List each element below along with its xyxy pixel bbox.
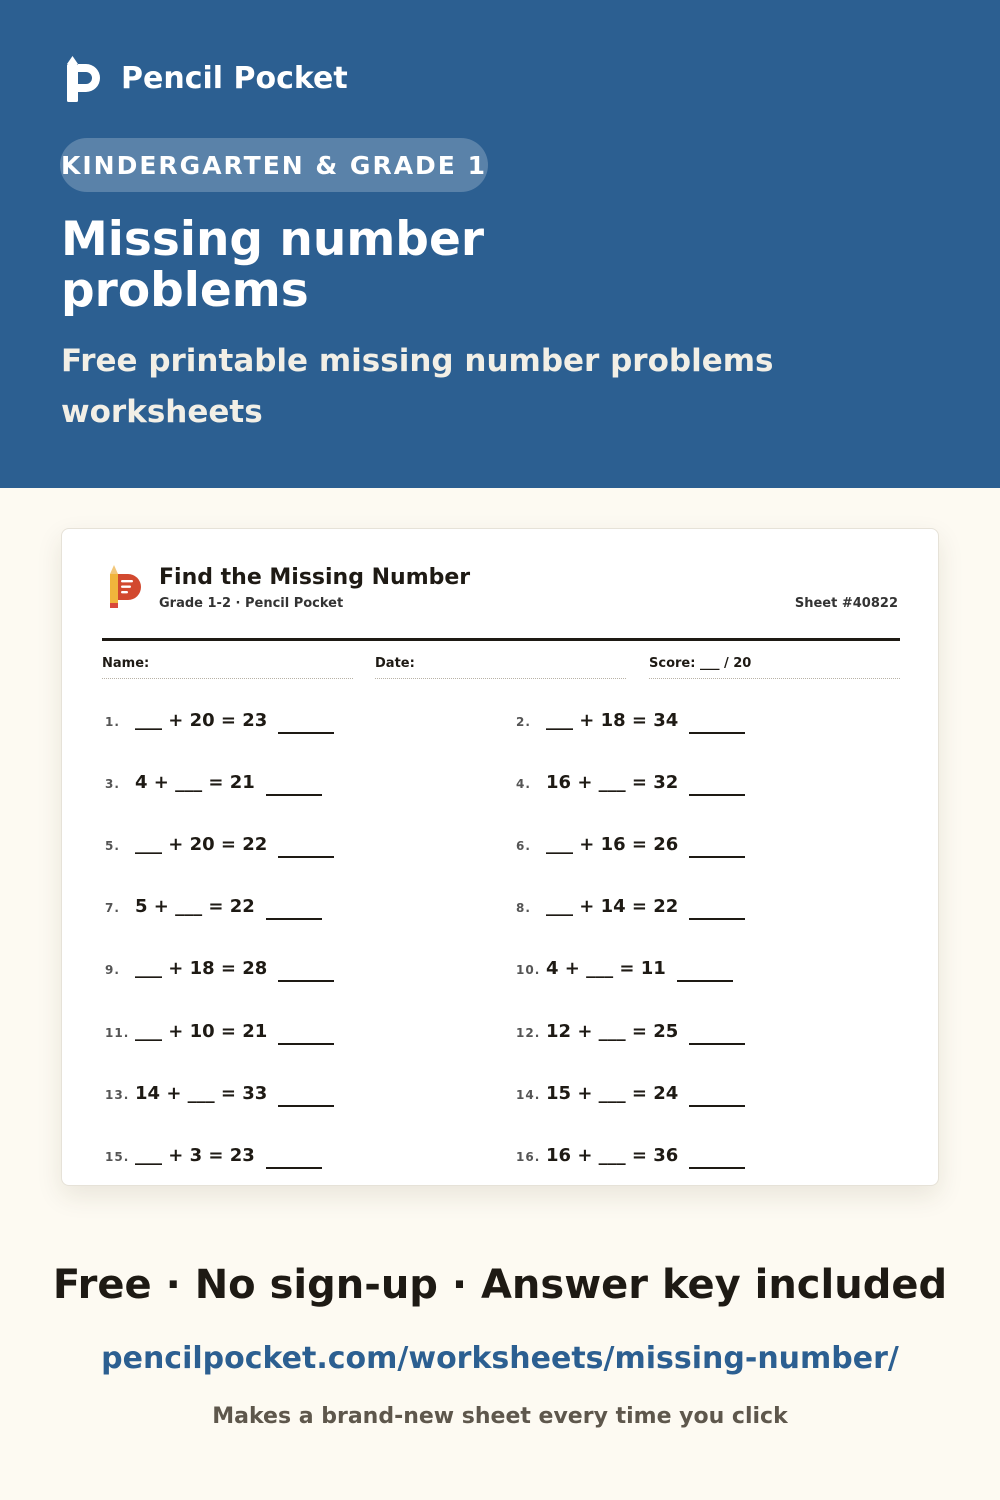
problem-item <box>516 958 733 979</box>
problem-equation: 4 + ___ = 11 <box>546 958 666 979</box>
page-title: Missing number problems <box>61 212 484 318</box>
problem-equation: ___ + 18 = 34 <box>546 710 679 731</box>
worksheet-link[interactable]: pencilpocket.com/worksheets/missing-number/ <box>101 1341 899 1376</box>
problem-number: 13. <box>105 1088 130 1102</box>
answer-line <box>278 856 334 858</box>
answer-line <box>689 918 745 920</box>
problem-number: 4. <box>516 777 531 791</box>
answer-line <box>689 1167 745 1169</box>
problem-equation: 4 + ___ = 21 <box>135 772 255 793</box>
answer-line <box>689 732 745 734</box>
problem-equation: 15 + ___ = 24 <box>546 1083 679 1104</box>
answer-line <box>278 732 334 734</box>
answer-line <box>266 918 322 920</box>
answer-line <box>278 1105 334 1107</box>
date-field: Date: <box>375 656 626 679</box>
page-subtitle: Free printable missing number problems worksheets <box>61 343 774 430</box>
problem-item <box>105 958 334 979</box>
worksheet-title: Find the Missing Number <box>159 565 471 590</box>
problem-number: 14. <box>516 1088 541 1102</box>
problem-item <box>105 772 322 793</box>
problem-number: 2. <box>516 715 531 729</box>
problem-equation: 12 + ___ = 25 <box>546 1021 679 1042</box>
problem-item <box>516 834 745 855</box>
answer-line <box>689 1105 745 1107</box>
problem-item <box>516 896 745 917</box>
problem-equation: ___ + 16 = 26 <box>546 834 679 855</box>
problem-number: 9. <box>105 963 120 977</box>
problem-number: 5. <box>105 839 120 853</box>
problem-item <box>516 1083 745 1104</box>
brand-name: Pencil Pocket <box>121 61 348 96</box>
footer-note: Makes a brand-new sheet every time you click <box>212 1404 788 1429</box>
score-field: Score: ___ / 20 <box>649 656 900 679</box>
problem-item <box>516 710 745 731</box>
pencil-pocket-logo-icon <box>64 56 104 102</box>
problem-item <box>105 834 334 855</box>
problem-item <box>516 772 745 793</box>
answer-line <box>689 1043 745 1045</box>
problem-number: 16. <box>516 1150 541 1164</box>
problem-equation: ___ + 14 = 22 <box>546 896 679 917</box>
problem-item <box>105 1083 334 1104</box>
problem-number: 11. <box>105 1026 130 1040</box>
problem-item <box>516 1021 745 1042</box>
answer-line <box>266 794 322 796</box>
brand[interactable] <box>64 56 348 102</box>
problem-item <box>105 710 334 731</box>
answer-line <box>278 1043 334 1045</box>
problem-equation: 14 + ___ = 33 <box>135 1083 268 1104</box>
preview-fade <box>0 1190 1000 1228</box>
answer-line <box>689 856 745 858</box>
problem-equation: ___ + 3 = 23 <box>135 1145 255 1166</box>
problem-number: 6. <box>516 839 531 853</box>
answer-line <box>677 980 733 982</box>
problem-item <box>105 1021 334 1042</box>
problem-number: 7. <box>105 901 120 915</box>
problem-item <box>105 896 322 917</box>
answer-line <box>689 794 745 796</box>
problem-equation: ___ + 18 = 28 <box>135 958 268 979</box>
problem-number: 10. <box>516 963 541 977</box>
problem-number: 3. <box>105 777 120 791</box>
problem-number: 8. <box>516 901 531 915</box>
problem-equation: ___ + 20 = 23 <box>135 710 268 731</box>
problem-equation: 16 + ___ = 36 <box>546 1145 679 1166</box>
problem-number: 15. <box>105 1150 130 1164</box>
problem-equation: ___ + 20 = 22 <box>135 834 268 855</box>
sheet-number: Sheet #40822 <box>794 596 898 611</box>
problem-equation: ___ + 10 = 21 <box>135 1021 268 1042</box>
problem-item <box>105 1145 322 1166</box>
name-field: Name: <box>102 656 353 679</box>
answer-line <box>278 980 334 982</box>
grade-badge: KINDERGARTEN & GRADE 1 <box>60 138 488 192</box>
problem-number: 12. <box>516 1026 541 1040</box>
problem-equation: 5 + ___ = 22 <box>135 896 255 917</box>
problem-equation: 16 + ___ = 32 <box>546 772 679 793</box>
problem-item <box>516 1145 745 1166</box>
hero-banner <box>0 0 1000 488</box>
header-divider <box>102 638 900 641</box>
problem-number: 1. <box>105 715 120 729</box>
worksheet-preview[interactable] <box>61 528 939 1186</box>
worksheet-subtitle: Grade 1-2 · Pencil Pocket <box>159 596 344 611</box>
feature-tagline: Free · No sign-up · Answer key included <box>52 1262 948 1308</box>
answer-line <box>266 1167 322 1169</box>
pencil-pocket-logo-icon <box>108 565 144 609</box>
